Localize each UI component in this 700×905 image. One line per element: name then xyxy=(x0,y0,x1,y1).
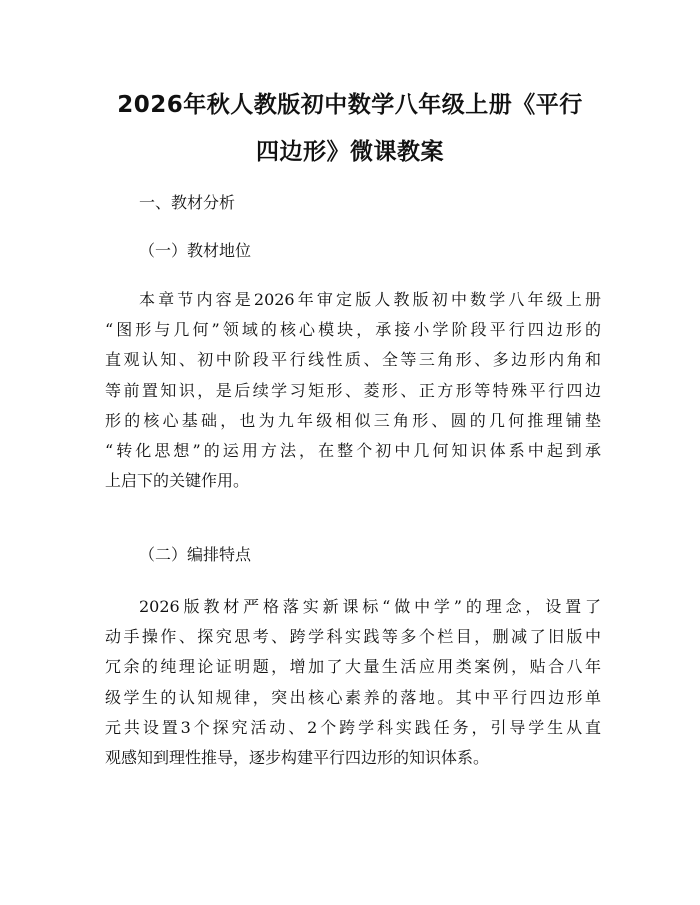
paragraph-line: 观感知到理性推导，逐步构建平行四边形的知识体系。 xyxy=(105,748,490,768)
paragraph-layout-features xyxy=(105,592,601,773)
paragraph-line: 等前置知识，是后续学习矩形、菱形、正方形等特殊平行四边 xyxy=(105,380,601,400)
paragraph-line: 动手操作、探究思考、跨学科实践等多个栏目，删减了旧版中 xyxy=(105,627,601,647)
title-line-1: 2026年秋人教版初中数学八年级上册《平行 xyxy=(117,92,583,118)
paragraph-line: “图形与几何”领域的核心模块，承接小学阶段平行四边形的 xyxy=(105,320,601,340)
subsection-heading-layout-features: （二）编排特点 xyxy=(139,545,252,564)
paragraph-line: 元共设置3个探究活动、2个跨学科实践任务，引导学生从直 xyxy=(105,717,601,737)
paragraph-line: 2026版教材严格落实新课标“做中学”的理念，设置了 xyxy=(139,597,601,616)
document-title xyxy=(90,82,610,176)
paragraph-line: 上启下的关键作用。 xyxy=(105,471,250,491)
title-line-2: 四边形》微课教案 xyxy=(256,139,444,165)
paragraph-line: 形的核心基础，也为九年级相似三角形、圆的几何推理铺垫 xyxy=(105,410,601,430)
section-heading-textbook-analysis: 一、教材分析 xyxy=(139,193,236,212)
subsection-heading-textbook-position: （一）教材地位 xyxy=(139,241,252,260)
paragraph-line: 直观认知、初中阶段平行线性质、全等三角形、多边形内角和 xyxy=(105,350,601,370)
paragraph-line: “转化思想”的运用方法，在整个初中几何知识体系中起到承 xyxy=(105,441,601,461)
paragraph-textbook-position xyxy=(105,285,601,496)
paragraph-line: 级学生的认知规律，突出核心素养的落地。其中平行四边形单 xyxy=(105,687,601,707)
paragraph-line: 本章节内容是2026年审定版人教版初中数学八年级上册 xyxy=(139,290,601,309)
paragraph-line: 冗余的纯理论证明题，增加了大量生活应用类案例，贴合八年 xyxy=(105,657,601,677)
